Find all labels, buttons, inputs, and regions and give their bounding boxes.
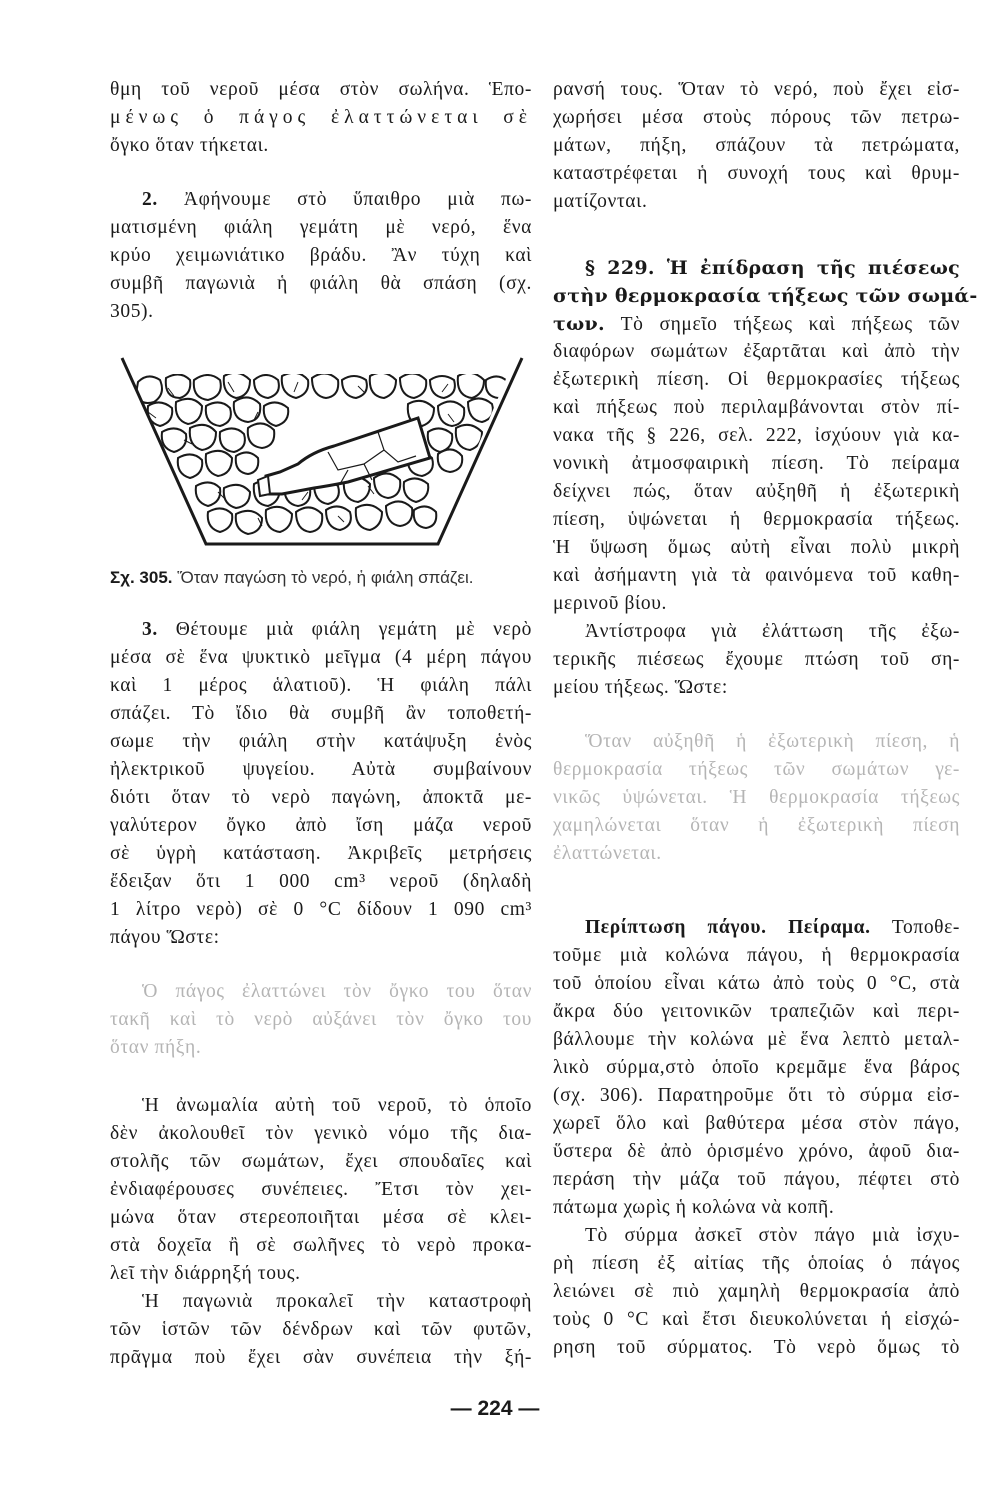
text-line: ἐξωτερικὴ πίεση. Οἱ θερμοκρασίες τήξεως — [553, 369, 960, 390]
subsection-heading: Περίπτωση πάγου. Πείραμα. — [585, 917, 871, 938]
text-line: σωμε τὴν φιάλη στὴν κατάψυξη ἑνὸς — [110, 731, 532, 752]
figure-caption-text: Ὅταν παγώση τὸ νερό, ἡ φιάλη σπάζει. — [177, 568, 474, 587]
paragraph-rock-erosion — [553, 76, 960, 216]
text-line: Τὸ σύρμα ἀσκεῖ στὸν πάγο μιὰ ἰσχυ- — [585, 1225, 960, 1246]
text-line: πάτωμα χωρὶς ἡ κολώνα νὰ κοπῆ. — [553, 1197, 835, 1218]
figure-caption — [110, 568, 540, 588]
text-line: διότι ὅταν τὸ νερὸ παγώνη, ἀποκτᾶ με- — [110, 787, 532, 808]
text-line: διαφόρων σωμάτων ἐξαρτᾶται καὶ ἀπὸ τὴν — [553, 341, 960, 362]
text-line: (σχ. 306). Παρατηροῦμε ὅτι τὸ σύρμα εἰσ- — [553, 1085, 960, 1106]
text-line: μέσα σὲ ἕνα ψυκτικὸ μεῖγμα (4 μέρη πάγου — [110, 647, 532, 668]
text-line: βάλλουμε τὴν κολώνα μὲ ἕνα λεπτὸ μεταλ- — [553, 1029, 960, 1050]
text-line: ρανσή τους. Ὅταν τὸ νερό, ποὺ ἔχει εἰσ- — [553, 79, 960, 100]
text-line: ἠλεκτρικοῦ ψυγείου. Αὐτὰ συμβαίνουν — [110, 759, 532, 780]
text-line: μώνα ὅταν στερεοποιῆται μέσα σὲ κλει- — [110, 1207, 532, 1228]
text-line: δὲν ἀκολουθεῖ τὸν γενικὸ νόμο τῆς δια- — [110, 1123, 532, 1144]
text-line: Ἀντίστροφα γιὰ ἐλάττωση τῆς ἐξω- — [585, 621, 960, 642]
text-line: Ὅταν αὐξηθῆ ἡ ἐξωτερικὴ πίεση, ἡ — [585, 731, 960, 752]
text-line: ρηση τοῦ σύρματος. Τὸ νερὸ ὅμως τὸ — [553, 1337, 960, 1358]
paragraph-frost-damage — [110, 1288, 532, 1372]
text-line: τοῦμε μιὰ κολώνα πάγου, ἡ θερμοκρασία — [553, 945, 960, 966]
text-line: καὶ 1 μέρος ἁλατιοῦ). Ἡ φιάλη πάλι — [110, 675, 532, 696]
text-line: λειώνει σὲ πιὸ χαμηλὴ θερμοκρασία ἀπὸ — [553, 1281, 960, 1302]
text-line: χαμηλώνεται ὅταν ἡ ἐξωτερικὴ πίεση — [553, 815, 960, 836]
text-line: περάση τὴν μάζα τοῦ πάγου, πέφτει στὸ — [553, 1169, 960, 1190]
left-column — [110, 76, 532, 326]
left-column-lower — [110, 616, 532, 1372]
text-line: μερινοῦ βίου. — [553, 593, 667, 614]
text-line: τῶν ἱστῶν τῶν δένδρων καὶ τῶν φυτῶν, — [110, 1319, 532, 1340]
paragraph-continuation — [110, 76, 532, 160]
section-heading: στὴν θερμοκρασία τήξεως τῶν σωμά- — [553, 285, 978, 307]
text-line: γαλύτερον ὄγκο ἀπὸ ἴση μάζα νεροῦ — [110, 815, 532, 836]
text-line: καὶ πήξεως ποὺ περιλαμβάνονται στὸν πί- — [553, 397, 960, 418]
text-line: πρᾶγμα ποὺ ἔχει σὰν συνέπεια τὴν ξή- — [110, 1347, 532, 1368]
text-line: νακα τῆς § 226, σελ. 222, ἰσχύουν γιὰ κα- — [553, 425, 960, 446]
item-number: 3. — [142, 619, 158, 640]
section-229 — [553, 254, 978, 618]
paragraph-water-anomaly — [110, 1092, 532, 1288]
text-line: Ὁ πάγος ἐλαττώνει τὸν ὄγκο του ὅταν — [142, 981, 532, 1002]
right-column — [553, 76, 978, 1362]
text-line: ὄγκο ὅταν τήκεται. — [110, 135, 269, 156]
section-heading: των. — [553, 313, 605, 335]
text-line: νονικὴ ἀτμοσφαιρικὴ πίεση. Τὸ πείραμα — [553, 453, 960, 474]
page-number: — 224 — — [450, 1397, 540, 1420]
paragraph-reverse — [553, 618, 960, 702]
text-line: χωρεῖ ὅλο καὶ βαθύτερα μέσα στὸν πάγο, — [553, 1113, 960, 1134]
paragraph-experiment-3 — [110, 616, 532, 952]
paragraph-wire-pressure — [553, 1222, 960, 1362]
text-line: τοὺς 0 °C καὶ ἔτσι διευκολύνεται ἡ εἰσχώ- — [553, 1309, 960, 1330]
text-line: ὅταν πήξη. — [110, 1037, 202, 1058]
text-line: 305). — [110, 301, 154, 322]
text-line: καταστρέφεται ἡ συνοχή τους καὶ θρυμ- — [553, 163, 960, 184]
text-line: σὲ ὑγρὴ κατάσταση. Ἀκριβεῖς μετρήσεις — [110, 843, 532, 864]
section-heading: § 229. Ἡ ἐπίδραση τῆς πιέσεως — [585, 257, 960, 279]
text-line: νικῶς ὑψώνεται. Ἡ θερμοκρασία τήξεως — [553, 787, 960, 808]
text-line: Θέτουμε μιὰ φιάλη γεμάτη μὲ νερὸ — [175, 619, 532, 640]
ice-container-illustration — [108, 352, 534, 556]
text-line: λικὸ σύρμα,στὸ ὁποῖο κρεμᾶμε ἕνα βάρος — [553, 1057, 960, 1078]
text-line: ρὴ πίεση ἐξ αἰτίας τῆς ὁποίας ὁ πάγος — [553, 1253, 960, 1274]
text-line: ἐλαττώνεται. — [553, 843, 662, 864]
text-line: τοῦ ὁποίου εἶναι κάτω ἀπὸ τοὺς 0 °C, στὰ — [553, 973, 960, 994]
text-line: κρύο χειμωνιάτικο βράδυ. Ἂν τύχη καὶ — [110, 245, 532, 266]
text-line: χωρήσει μέσα στοὺς πόρους τῶν πετρω- — [553, 107, 960, 128]
paragraph-ice-experiment — [553, 914, 960, 1222]
text-line: στολῆς τῶν σωμάτων, ἔχει σπουδαῖες καὶ — [110, 1151, 532, 1172]
text-line: 1 λίτρο νερὸ) σὲ 0 °C δίδουν 1 090 cm³ — [110, 899, 532, 920]
text-line: τερικῆς πιέσεως ἔχουμε πτώση τοῦ ση- — [553, 649, 960, 670]
text-line: ματισμένη φιάλη γεμάτη μὲ νερό, ἕνα — [110, 217, 532, 238]
text-line: ἔδειξαν ὅτι 1 000 cm³ νεροῦ (δηλαδὴ — [110, 871, 532, 892]
text-line: ἄκρα δύο γειτονικῶν τραπεζιῶν καὶ περι- — [553, 1001, 960, 1022]
text-line: θμη τοῦ νεροῦ μέσα στὸν σωλήνα. Ἑπο- — [110, 79, 532, 100]
figure-305-bottle-in-ice — [108, 352, 534, 556]
text-line: Ἡ ἀνωμαλία αὐτὴ τοῦ νεροῦ, τὸ ὁποῖο — [142, 1095, 532, 1116]
rule-statement-ice — [110, 978, 532, 1062]
text-line: ὕστερα δὲ ἀπὸ ὁρισμένο χρόνο, ἀφοῦ δια- — [553, 1141, 960, 1162]
text-line: πίεση, ὑψώνεται ἡ θερμοκρασία τήξεως. — [553, 509, 960, 530]
text-line: ματίζονται. — [553, 191, 648, 212]
item-number: 2. — [142, 189, 158, 210]
text-line: μάτων, πήξη, σπάζουν τὰ πετρώματα, — [553, 135, 960, 156]
text-line: σπάζει. Τὸ ἴδιο θὰ συμβῆ ἂν τοποθετή- — [110, 703, 532, 724]
text-line: θερμοκρασία τήξεως τῶν σωμάτων γε- — [553, 759, 960, 780]
rule-statement-pressure — [553, 728, 960, 868]
text-line: λεῖ τὴν διάρρηξή τους. — [110, 1263, 301, 1284]
text-line: στὰ δοχεῖα ἢ σὲ σωλῆνες τὸ νερὸ προκα- — [110, 1235, 532, 1256]
text-line: δείχνει πώς, ὅταν αὐξηθῆ ἡ ἐξωτερικὴ — [553, 481, 960, 502]
text-line: Τὸ σημεῖο τήξεως καὶ πήξεως τῶν — [620, 314, 960, 335]
figure-label: Σχ. 305. — [110, 568, 173, 587]
text-line: καὶ ἀσήμαντη γιὰ τὰ φαινόμενα τοῦ καθη- — [553, 565, 960, 586]
text-line: Ἡ παγωνιὰ προκαλεῖ τὴν καταστροφὴ — [142, 1291, 532, 1312]
text-line: τακῆ καὶ τὸ νερὸ αὐξάνει τὸν ὄγκο του — [110, 1009, 532, 1030]
text-line: μείου τήξεως. Ὥστε: — [553, 677, 728, 698]
text-line: Τοποθε- — [891, 917, 960, 938]
text-line: Ἡ ὕψωση ὅμως αὐτὴ εἶναι πολὺ μικρὴ — [553, 537, 960, 558]
text-line: πάγου Ὥστε: — [110, 927, 220, 948]
text-line: συμβῆ παγωνιὰ ἡ φιάλη θὰ σπάση (σχ. — [110, 273, 532, 294]
paragraph-experiment-2 — [110, 186, 532, 326]
text-line: μένως ὁ πάγος ἐλαττώνεται σὲ — [110, 107, 532, 128]
text-line: ἐνδιαφέρουσες συνέπειες. Ἔτσι τὸν χει- — [110, 1179, 532, 1200]
text-line: Ἀφήνουμε στὸ ὕπαιθρο μιὰ πω- — [183, 189, 532, 210]
